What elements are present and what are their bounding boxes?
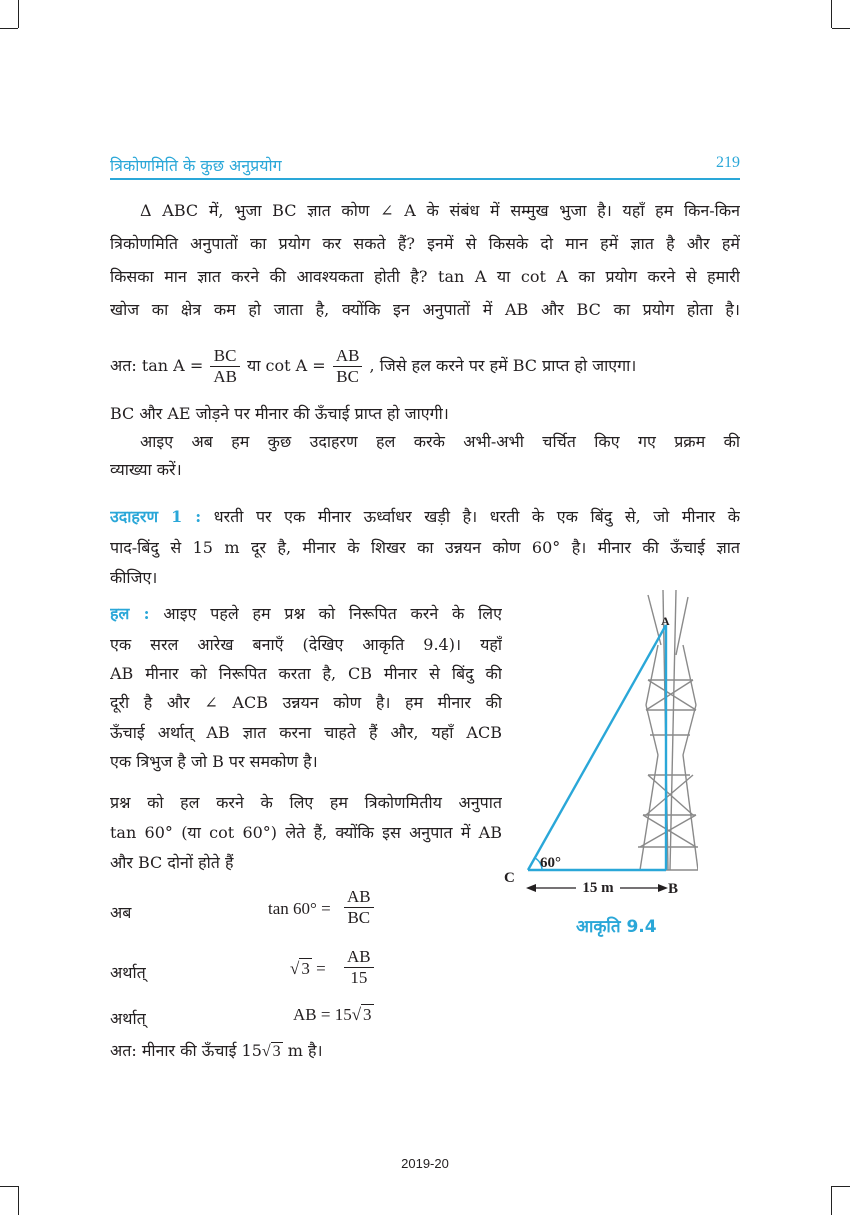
tan-fraction: [210, 346, 240, 387]
solution-line7: प्रश्न को हल करने के लिए हम त्रिकोणमितीय अनुपात: [110, 793, 502, 812]
conclusion-line: अत: मीनार की ऊँचाई 15√ 3 m है।: [110, 1041, 323, 1060]
eq1-lhs: tan 60° =: [268, 899, 331, 918]
eq3-expr: AB = 15√ 3: [293, 1005, 372, 1024]
solution-text-1: आइए पहले हम प्रश्न को निरूपित करने के लिए: [163, 604, 502, 623]
tan-denominator: AB: [213, 367, 237, 386]
solution-line5: ऊँचाई अर्थात् AB ज्ञात करना चाहते हैं और, यहाँ ACB: [110, 723, 502, 742]
vertex-b-label: B: [668, 881, 679, 897]
eq1-label: अब: [110, 903, 132, 922]
crop-mark: [0, 28, 18, 29]
equation-3: [110, 1003, 502, 1033]
cot-numerator: AB: [333, 346, 363, 367]
eq2-radicand: 3: [301, 959, 310, 978]
eq3-label: अर्थात्: [110, 1009, 146, 1028]
tower-sketch: [638, 590, 698, 870]
example-line1: [110, 506, 740, 528]
para1-line4: खोज का क्षेत्र कम हो जाता है, क्योंकि इन अनुपातों में AB और BC का प्रयोग होता है।: [110, 300, 740, 319]
eq2-equals: =: [316, 959, 326, 978]
running-header: [110, 150, 740, 180]
example-text-1: धरती पर एक मीनार ऊर्ध्वाधर खड़ी है। धरती के एक बिंदु से, जो मीनार के: [213, 507, 740, 526]
eq3-radicand: 3: [363, 1005, 372, 1024]
para1-line2: त्रिकोणमिति अनुपातों का प्रयोग कर सकते हैं? इनमें से किसके दो मान हमें ज्ञात है और हमें: [110, 234, 740, 253]
distance-label: 15 m: [582, 880, 614, 896]
crop-mark: [831, 0, 832, 28]
conclusion-suffix: m है।: [282, 1041, 323, 1060]
vertex-a-label: A: [661, 614, 670, 628]
solution-line4: दूरी है और ∠ ACB उन्नयन कोण है। हम मीनार की: [110, 693, 502, 712]
crop-mark: [18, 0, 19, 28]
solution-line6: एक त्रिभुज है जो B पर समकोण है।: [110, 752, 318, 771]
bc-ae-line: BC और AE जोड़ने पर मीनार की ऊँचाई प्राप्त हो जाएगी।: [110, 404, 449, 423]
example-label: उदाहरण 1 :: [110, 507, 202, 526]
eq2-numerator: AB: [344, 947, 374, 968]
eq2-fraction: [344, 947, 374, 988]
page-number: 219: [716, 154, 740, 171]
conclusion-prefix: अत: मीनार की ऊँचाई 15: [110, 1041, 262, 1060]
tan-numerator: BC: [210, 346, 240, 367]
vertex-c-label: C: [504, 870, 515, 886]
equation-1: [110, 887, 502, 937]
eq3-lhs: AB = 15: [293, 1005, 352, 1024]
solution-line8: tan 60° (या cot 60°) लेते हैं, क्योंकि इस अनुपात में AB: [110, 823, 502, 842]
eq1-denominator: BC: [347, 908, 371, 927]
ratio-line: [110, 342, 740, 390]
solution-line2: एक सरल आरेख बनाएँ (देखिए आकृति 9.4)। यहाँ: [110, 635, 502, 654]
para1-line3: किसका मान ज्ञात करने की आवश्यकता होती है? tan A या cot A का प्रयोग करने से हमारी: [110, 267, 740, 286]
para2-line1: आइए अब हम कुछ उदाहरण हल करके अभी-अभी चर्चित किए गए प्रक्रम की: [140, 432, 740, 451]
cot-denominator: BC: [336, 367, 359, 386]
crop-mark: [18, 1186, 19, 1215]
eq2-lhs: √ 3 =: [290, 959, 326, 978]
figure-caption: आकृति 9.4: [576, 917, 657, 937]
arrow-right-head: [658, 884, 668, 892]
solution-label: हल :: [110, 604, 150, 623]
para1-line1: Δ ABC में, भुजा BC ज्ञात कोण ∠ A के संबंध में सम्मुख भुजा है। यहाँ हम किन-किन: [140, 201, 740, 220]
ratio-middle: या cot A =: [247, 356, 326, 375]
example-line2: पाद-बिंदु से 15 m दूर है, मीनार के शिखर का उन्नयन कोण 60° है। मीनार की ऊँचाई ज्ञात: [110, 538, 740, 557]
equation-2: [110, 947, 502, 997]
solution-line1: [110, 603, 502, 625]
cot-fraction: [333, 346, 363, 387]
crop-mark: [832, 28, 850, 29]
solution-line9: और BC दोनों होते हैं: [110, 853, 234, 872]
eq1-fraction: [344, 887, 374, 928]
ratio-suffix: , जिसे हल करने पर हमें BC प्राप्त हो जाएगा।: [369, 356, 637, 375]
crop-mark: [0, 1186, 18, 1187]
footer-year: 2019-20: [401, 1156, 449, 1171]
eq2-label: अर्थात्: [110, 963, 146, 982]
arrow-left-head: [526, 884, 536, 892]
ratio-prefix: अत: tan A =: [110, 356, 204, 375]
crop-mark: [831, 1186, 832, 1215]
para2-line2: व्याख्या करें।: [110, 460, 182, 479]
conclusion-radicand: 3: [272, 1043, 281, 1060]
eq1-numerator: AB: [344, 887, 374, 908]
solution-line3: AB मीनार को निरूपित करता है, CB मीनार से बिंदु की: [110, 664, 502, 683]
example-line3: कीजिए।: [110, 568, 158, 587]
angle-label: 60°: [540, 855, 561, 871]
crop-mark: [832, 1186, 850, 1187]
eq2-denominator: 15: [350, 968, 368, 987]
chapter-title: त्रिकोणमिति के कुछ अनुप्रयोग: [110, 156, 282, 175]
tower-figure: [498, 585, 698, 905]
